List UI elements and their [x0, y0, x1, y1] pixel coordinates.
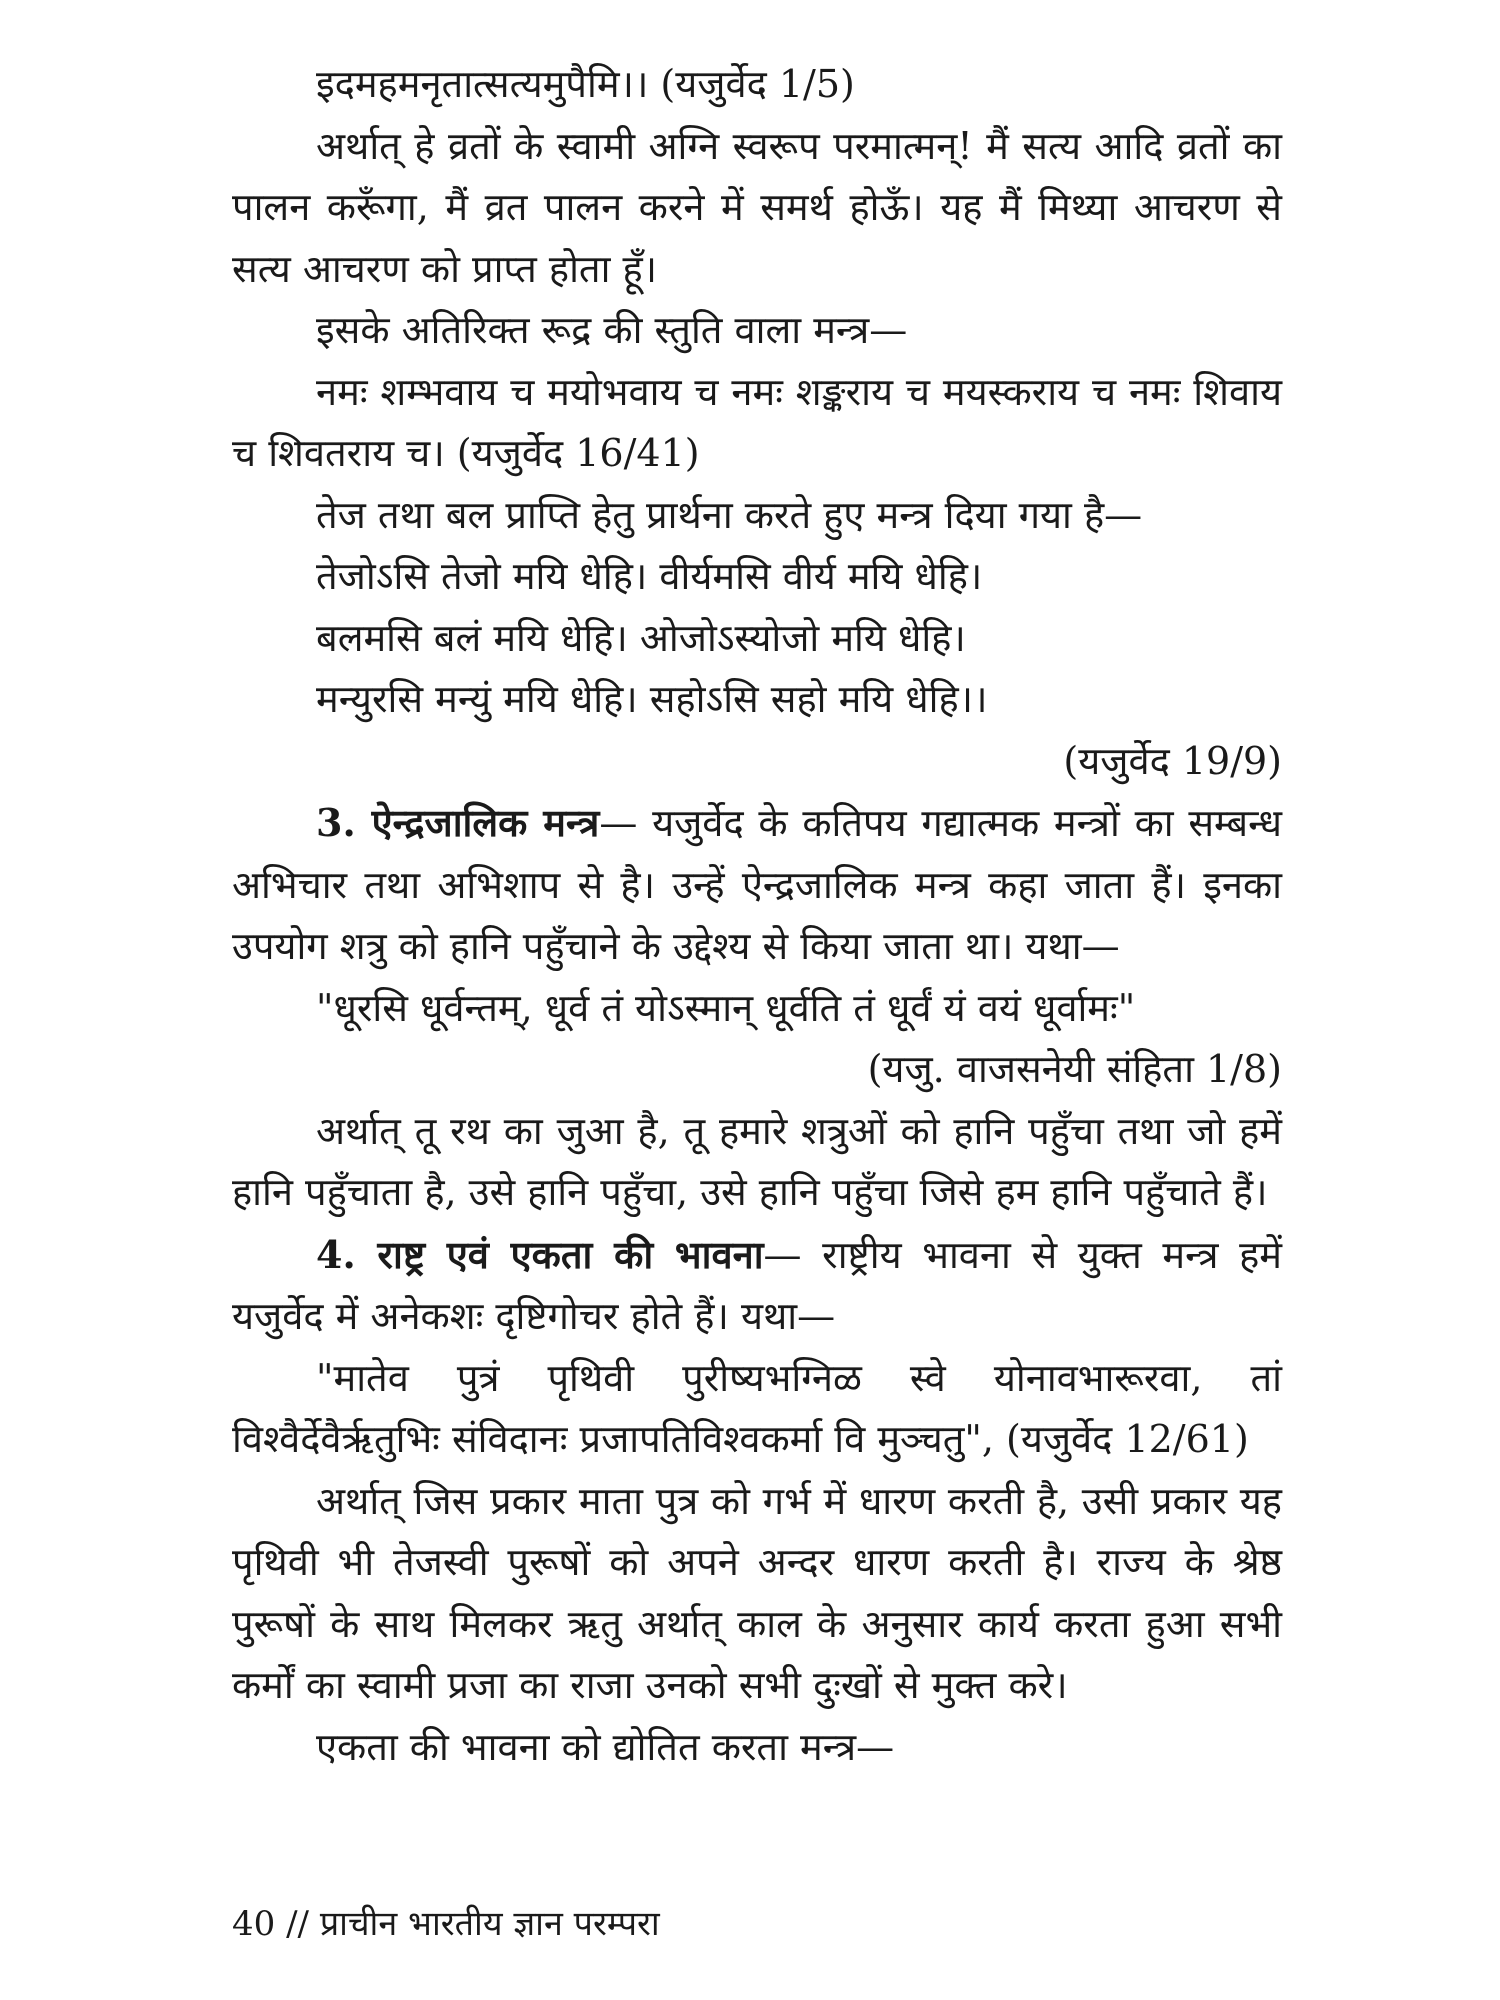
- section-3-heading: 3. ऐन्द्रजालिक मन्त्र: [316, 800, 600, 845]
- explanation-dhurasi: [232, 1101, 1282, 1224]
- verse-yajurveda-1-5-text: इदमहमनृतात्सत्यमुपैमि।। (यजुर्वेद 1/5): [316, 62, 855, 106]
- citation-vajasaneyi-text: (यजु. वाजसनेयी संहिता 1/8): [867, 1047, 1282, 1091]
- section-4-heading: 4. राष्ट्र एवं एकता की भावना: [316, 1231, 764, 1277]
- verse-dhurasi-text: "धूरसि धूर्वन्तम्, धूर्व तं योऽस्मान् धूर्वति तं धूर्वं यं वयं धूर्वामः": [316, 985, 1136, 1030]
- verse-line-1-text: तेजोऽसि तेजो मयि धेहि। वीर्यमसि वीर्य मयि धेहि।: [316, 554, 983, 598]
- page-number: 40: [232, 1904, 276, 1944]
- verse-yajurveda-16-41-text: नमः शम्भवाय च मयोभवाय च नमः शङ्कराय च मयस्कराय च नमः शिवाय च शिवतराय च। (यजुर्वेद 16/41): [232, 369, 1282, 475]
- verse-yajurveda-12-61: [232, 1348, 1282, 1471]
- verse-line-2: [232, 608, 1282, 670]
- intro-rudra-mantra-text: इसके अतिरिक्त रूद्र की स्तुति वाला मन्त्र—: [316, 308, 908, 352]
- citation-yajurveda-19-9-text: (यजुर्वेद 19/9): [1063, 738, 1282, 783]
- intro-ekta-mantra: [232, 1717, 1282, 1779]
- explanation-vrat-text: अर्थात् हे व्रतों के स्वामी अग्नि स्वरूप परमात्मन्! मैं सत्य आदि व्रतों का पालन करूँगा, मैं व्रत पालन करने में समर्थ होऊँ। यह मैं मिथ्या आचरण से सत्य आचरण को प्राप्त होता हूँ।: [232, 123, 1282, 291]
- intro-tej-mantra-text: तेज तथा बल प्राप्ति हेतु प्रार्थना करते हुए मन्त्र दिया गया है—: [316, 492, 1143, 537]
- citation-vajasaneyi: [232, 1039, 1282, 1101]
- page-footer: [232, 1904, 660, 1944]
- book-title: प्राचीन भारतीय ज्ञान परम्परा: [319, 1904, 660, 1944]
- citation-yajurveda-19-9: [232, 731, 1282, 793]
- intro-ekta-mantra-text: एकता की भावना को द्योतित करता मन्त्र—: [316, 1724, 895, 1769]
- explanation-matev-text: अर्थात् जिस प्रकार माता पुत्र को गर्भ में धारण करती है, उसी प्रकार यह पृथिवी भी तेजस्वी पुरूषों को अपने अन्दर धारण करती है। राज्य के श्रेष्ठ पुरूषों के साथ मिलकर ऋतु अर्थात् काल के अनुसार कार्य करता हुआ सभी कर्मों का स्वामी प्रजा का राजा उनको सभी दुःखों से मुक्त करे।: [232, 1478, 1282, 1707]
- intro-tej-mantra: [232, 485, 1282, 547]
- verse-line-2-text: बलमसि बलं मयि धेहि। ओजोऽस्योजो मयि धेहि।: [316, 615, 966, 660]
- intro-rudra-mantra: [232, 300, 1282, 362]
- verse-dhurasi: [232, 978, 1282, 1040]
- section-3-text: — यजुर्वेद के कतिपय गद्यात्मक मन्त्रों का सम्बन्ध अभिचार तथा अभिशाप से है। उन्हें ऐन्द्रजालिक मन्त्र कहा जाता हैं। इनका उपयोग शत्रु को हानि पहुँचाने के उद्देश्य से किया जाता था। यथा—: [232, 801, 1282, 968]
- section-4: [232, 1224, 1282, 1348]
- verse-yajurveda-1-5: [232, 54, 1282, 116]
- page-body-text: [232, 54, 1282, 1778]
- explanation-matev: [232, 1471, 1282, 1717]
- verse-yajurveda-12-61-text: "मातेव पुत्रं पृथिवी पुरीष्यभग्निळ स्वे योनावभारूरवा, तां विश्वैर्देवैर्ऋतुभिः संविदानः प्रजापतिविश्वकर्मा वि मुञ्चतु", (यजुर्वेद 12/61): [232, 1355, 1282, 1461]
- section-4-text: — राष्ट्रीय भावना से युक्त मन्त्र हमें यजुर्वेद में अनेकशः दृष्टिगोचर होते हैं। यथा—: [232, 1232, 1282, 1338]
- explanation-dhurasi-text: अर्थात् तू रथ का जुआ है, तू हमारे शत्रुओं को हानि पहुँचा तथा जो हमें हानि पहुँचाता है, उसे हानि पहुँचा, उसे हानि पहुँचा जिसे हम हानि पहुँचाते हैं।: [232, 1108, 1282, 1214]
- verse-line-3: [232, 669, 1282, 731]
- explanation-vrat: [232, 116, 1282, 301]
- verse-yajurveda-16-41: [232, 362, 1282, 485]
- section-3: [232, 792, 1282, 978]
- footer-separator: //: [286, 1904, 309, 1944]
- verse-line-1: [232, 546, 1282, 608]
- verse-line-3-text: मन्युरसि मन्युं मयि धेहि। सहोऽसि सहो मयि धेहि।।: [316, 677, 988, 721]
